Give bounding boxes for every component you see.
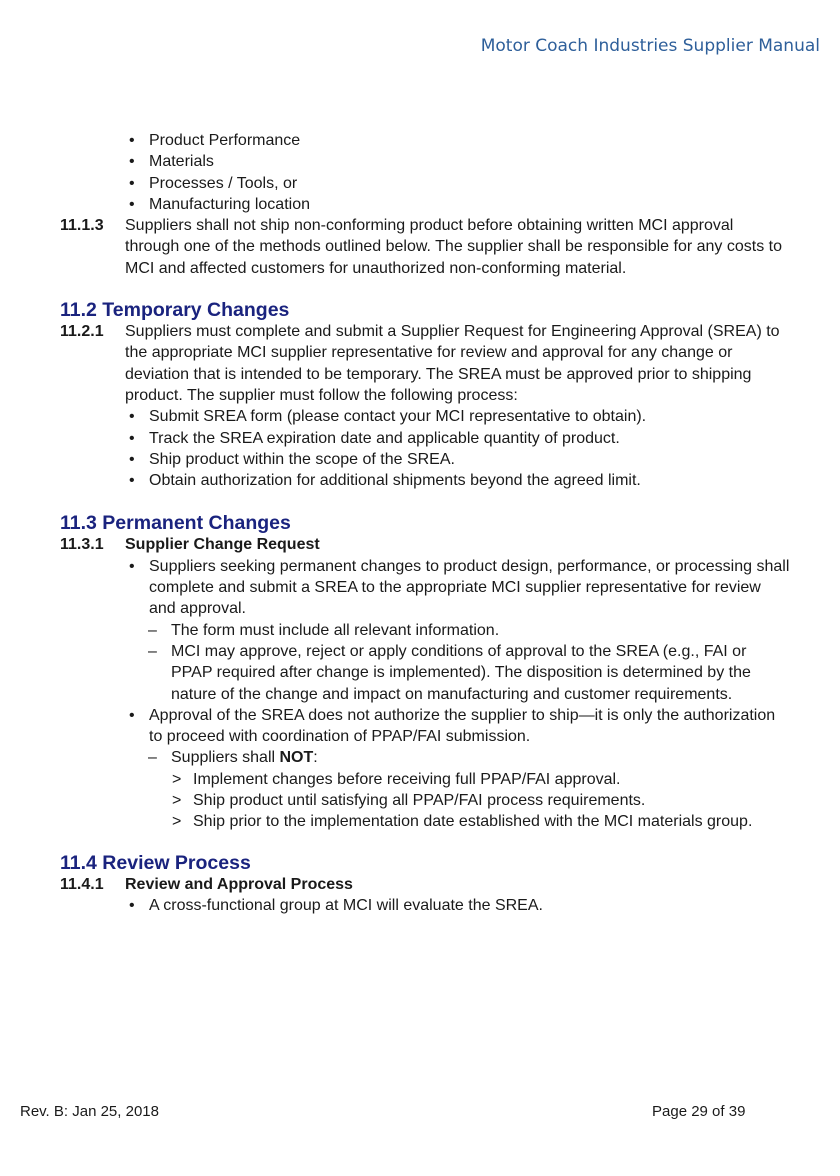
permanent-changes-bullet-list-1 (60, 556, 790, 620)
emphasis-not: NOT (279, 749, 314, 767)
clause-11-1-3 (60, 215, 790, 279)
permanent-changes-dash-list-2 (60, 747, 790, 768)
list-item: • Obtain authorization for additional shipments beyond the agreed limit. (60, 470, 790, 491)
list-item: • Manufacturing location (60, 194, 790, 215)
clause-number: 11.1.3 (60, 217, 104, 235)
clause-11-2-1 (60, 321, 790, 406)
section-heading-permanent-changes: 11.3 Permanent Changes (60, 512, 291, 535)
clause-number: 11.3.1 (60, 536, 104, 554)
clause-title: Supplier Change Request (125, 536, 320, 554)
footer-page-number: Page 29 of 39 (652, 1103, 746, 1120)
list-item: • Approval of the SREA does not authorize the supplier to ship—it is only the authorization to proceed with coordination of PPAP/FAI submission. (60, 705, 790, 748)
clause-number: 11.2.1 (60, 323, 104, 341)
dash-text: Suppliers shall (171, 749, 280, 767)
list-item: • Ship product within the scope of the SREA. (60, 449, 790, 470)
clause-title: Review and Approval Process (125, 875, 353, 893)
list-item: • Submit SREA form (please contact your MCI representative to obtain). (60, 406, 790, 427)
list-item: • Suppliers seeking permanent changes to product design, performance, or processing shall complete and submit a SREA to the appropriate MCI supplier representative for review and approval. (60, 556, 790, 620)
permanent-changes-dash-list-1 (60, 620, 790, 705)
section-heading-temporary-changes: 11.2 Temporary Changes (60, 299, 290, 322)
list-item: > Ship product until satisfying all PPAP/FAI process requirements. (60, 790, 790, 811)
list-item (60, 747, 790, 768)
clause-number: 11.4.1 (60, 875, 104, 893)
footer-revision: Rev. B: Jan 25, 2018 (20, 1103, 159, 1120)
list-item: – The form must include all relevant information. (60, 620, 790, 641)
list-item: • Product Performance (60, 130, 790, 151)
section-heading-review-process: 11.4 Review Process (60, 851, 251, 874)
list-item: > Implement changes before receiving full PPAP/FAI approval. (60, 769, 790, 790)
clause-text: Suppliers must complete and submit a Supplier Request for Engineering Approval (SREA) to the appropriate MCI supplier representative for review and approval for any change or deviation that is intended to be temporary. The SREA must be approved prior to shipping product. The supplier must follow the following process: (125, 323, 780, 404)
review-process-bullet-list (60, 895, 790, 916)
dash-colon: : (313, 749, 318, 767)
intro-bullet-list (60, 130, 790, 215)
clause-11-4-1 (60, 874, 790, 895)
list-item: • Processes / Tools, or (60, 173, 790, 194)
temporary-changes-bullet-list (60, 406, 790, 491)
list-item: • Materials (60, 151, 790, 172)
clause-11-3-1 (60, 534, 790, 555)
permanent-changes-prohibited-list (60, 769, 790, 833)
list-item: • A cross-functional group at MCI will evaluate the SREA. (60, 895, 790, 916)
clause-text: Suppliers shall not ship non-conforming product before obtaining written MCI approval through one of the methods outlined below. The supplier shall be responsible for any costs to MCI and affected customers for unauthorized non-conforming material. (125, 217, 783, 277)
list-item: > Ship prior to the implementation date established with the MCI materials group. (60, 811, 790, 832)
permanent-changes-bullet-list-2 (60, 705, 790, 748)
list-item: – MCI may approve, reject or apply conditions of approval to the SREA (e.g., FAI or PPAP required after change is implemented). The disposition is determined by the nature of the change and impact on manufacturing and customer requirements. (60, 641, 790, 705)
list-item: • Track the SREA expiration date and applicable quantity of product. (60, 428, 790, 449)
page-header: Motor Coach Industries Supplier Manual (480, 36, 820, 56)
document-content (60, 130, 790, 916)
